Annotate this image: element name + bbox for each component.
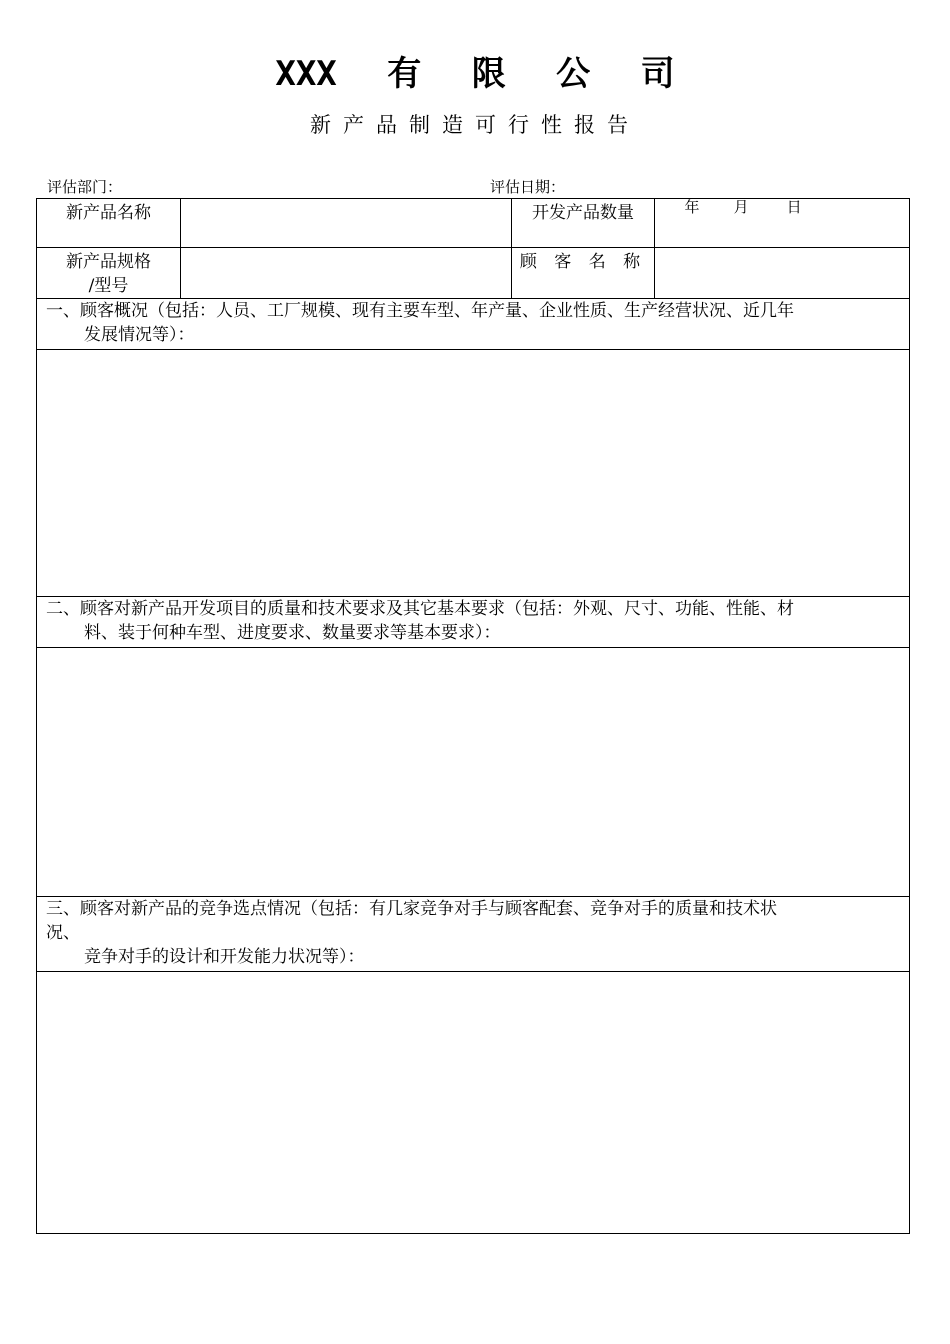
- section-1-content-field[interactable]: [37, 350, 910, 597]
- product-name-label: 新产品名称: [37, 199, 181, 248]
- section-2-line1: 二、顾客对新产品开发项目的质量和技术要求及其它基本要求（包括：外观、尺寸、功能、性能、材: [46, 599, 794, 619]
- evaluation-dept-label: 评估部门：: [47, 178, 123, 196]
- section-2-header: [37, 597, 910, 648]
- section-3-line1: 三、顾客对新产品的竞争选点情况（包括：有几家竞争对手与顾客配套、竞争对手的质量和技术状: [46, 899, 777, 919]
- section-3-line1b: 况、: [46, 923, 80, 943]
- spec-label-line2: /型号: [88, 276, 129, 296]
- section-1-line2: 发展情况等）：: [84, 325, 195, 345]
- customer-name-label: 顾 客 名 称: [512, 248, 655, 299]
- section-3-line2: 竞争对手的设计和开发能力状况等）：: [84, 947, 365, 967]
- section-1-line1: 一、顾客概况（包括：人员、工厂规模、现有主要车型、年产量、企业性质、生产经营状况、近几年: [46, 301, 794, 321]
- section-2-line2: 料、装于何种车型、进度要求、数量要求等基本要求）：: [84, 623, 501, 643]
- day-label: 日: [786, 198, 802, 216]
- product-name-field[interactable]: [181, 199, 512, 248]
- form-row-spec: [37, 248, 910, 299]
- company-title: XXX 有 限 公 司: [275, 54, 675, 94]
- section-3-header: [37, 897, 910, 972]
- spec-label-line1: 新产品规格: [66, 252, 151, 272]
- section-1-header: [37, 299, 910, 350]
- feasibility-form-table: [36, 198, 910, 1234]
- report-title: 新产品制造可行性报告: [310, 113, 640, 137]
- month-label: 月: [733, 198, 749, 216]
- section-2-header-row: [37, 597, 910, 648]
- spec-field[interactable]: [181, 248, 512, 299]
- section-3-content-row: [37, 972, 910, 1234]
- section-1-content-row: [37, 350, 910, 597]
- section-3-header-row: [37, 897, 910, 972]
- year-label: 年: [684, 198, 700, 216]
- dev-quantity-field[interactable]: [655, 199, 910, 248]
- section-2-content-row: [37, 648, 910, 897]
- form-row-product: [37, 199, 910, 248]
- dev-quantity-label: 开发产品数量: [512, 199, 655, 248]
- evaluation-date-label: 评估日期：: [490, 178, 566, 196]
- section-2-content-field[interactable]: [37, 648, 910, 897]
- section-1-header-row: [37, 299, 910, 350]
- customer-name-field[interactable]: [655, 248, 910, 299]
- section-3-content-field[interactable]: [37, 972, 910, 1234]
- spec-label: [37, 248, 181, 299]
